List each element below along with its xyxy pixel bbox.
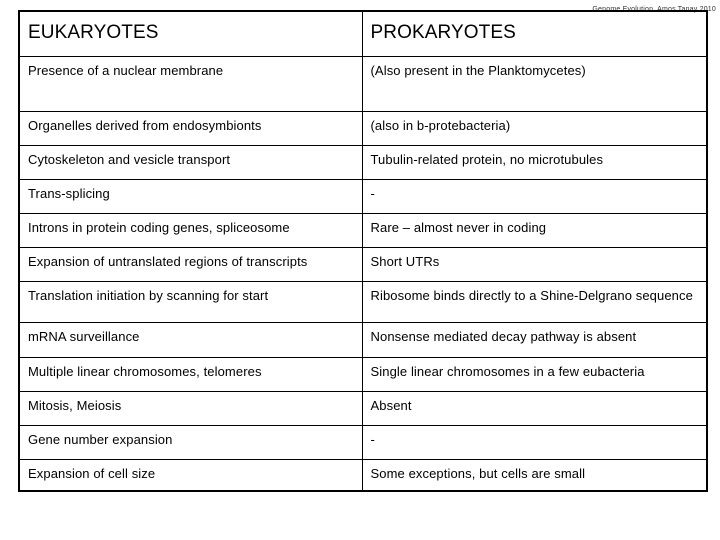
prokaryote-cell: Some exceptions, but cells are small	[362, 460, 707, 492]
table-row	[19, 323, 707, 358]
table-row	[19, 180, 707, 214]
eukaryote-cell: Gene number expansion	[19, 426, 362, 460]
watermark: Genome Evolution. Amos Tanay 2010	[592, 6, 716, 13]
table-row	[19, 248, 707, 282]
header-eukaryotes: EUKARYOTES	[19, 11, 362, 57]
table-row	[19, 214, 707, 248]
prokaryote-cell: Nonsense mediated decay pathway is absent	[362, 323, 707, 358]
eukaryote-cell: mRNA surveillance	[19, 323, 362, 358]
prokaryote-cell: -	[362, 180, 707, 214]
prokaryote-cell: Tubulin-related protein, no microtubules	[362, 146, 707, 180]
table-row	[19, 460, 707, 492]
eukaryote-cell: Organelles derived from endosymbionts	[19, 112, 362, 146]
prokaryote-cell: Rare – almost never in coding	[362, 214, 707, 248]
table-row	[19, 112, 707, 146]
prokaryote-cell: Ribosome binds directly to a Shine-Delgrano sequence	[362, 282, 707, 323]
prokaryote-cell: Absent	[362, 392, 707, 426]
eukaryote-cell: Trans-splicing	[19, 180, 362, 214]
prokaryote-cell: Single linear chromosomes in a few eubacteria	[362, 358, 707, 392]
table-row	[19, 358, 707, 392]
eukaryote-cell: Expansion of cell size	[19, 460, 362, 492]
eukaryote-cell: Expansion of untranslated regions of transcripts	[19, 248, 362, 282]
table-row	[19, 282, 707, 323]
comparison-table	[18, 10, 708, 492]
header-row	[19, 11, 707, 57]
header-prokaryotes: PROKARYOTES	[362, 11, 707, 57]
table-row	[19, 426, 707, 460]
table-row	[19, 57, 707, 112]
eukaryote-cell: Mitosis, Meiosis	[19, 392, 362, 426]
prokaryote-cell: (also in b-protebacteria)	[362, 112, 707, 146]
prokaryote-cell: Short UTRs	[362, 248, 707, 282]
prokaryote-cell: (Also present in the Planktomycetes)	[362, 57, 707, 112]
eukaryote-cell: Multiple linear chromosomes, telomeres	[19, 358, 362, 392]
eukaryote-cell: Presence of a nuclear membrane	[19, 57, 362, 112]
table-row	[19, 392, 707, 426]
table-row	[19, 146, 707, 180]
prokaryote-cell: -	[362, 426, 707, 460]
eukaryote-cell: Introns in protein coding genes, spliceosome	[19, 214, 362, 248]
eukaryote-cell: Cytoskeleton and vesicle transport	[19, 146, 362, 180]
eukaryote-cell: Translation initiation by scanning for start	[19, 282, 362, 323]
